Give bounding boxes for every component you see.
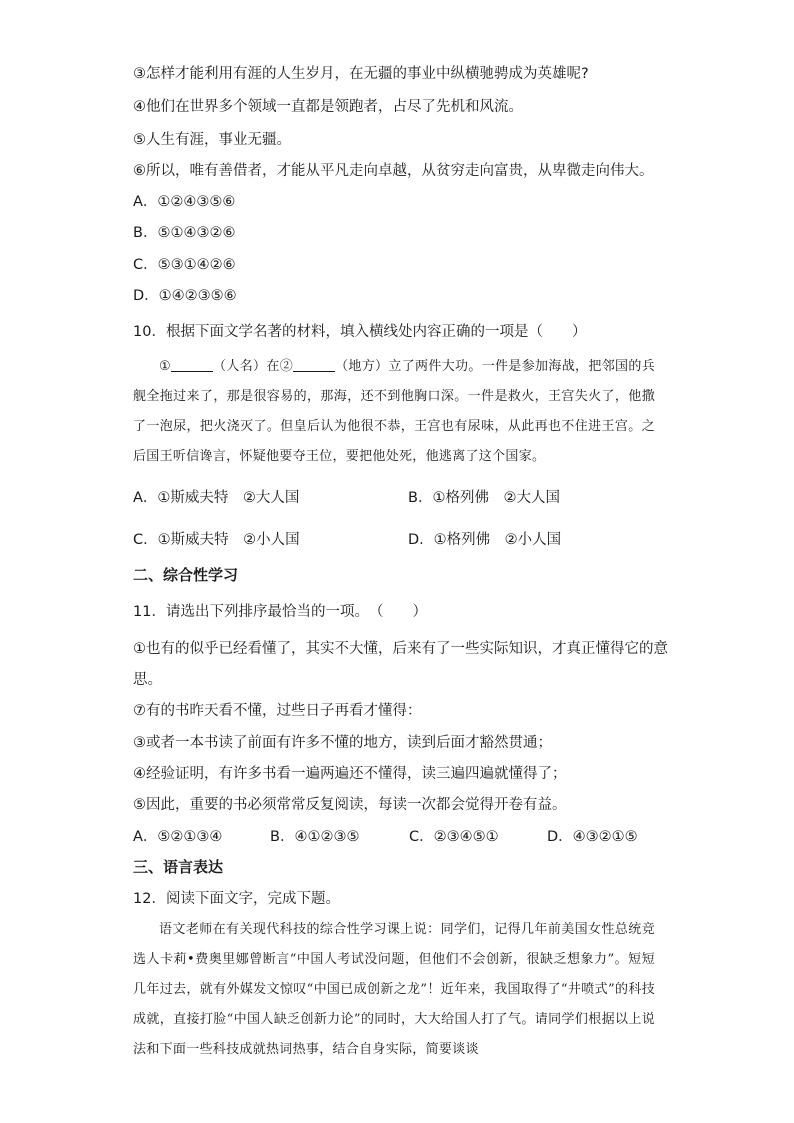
- q9-item-3: ③怎样才能利用有涯的人生岁月，在无疆的事业中纵横驰骋成为英雄呢?: [133, 66, 589, 82]
- q11-item-1: ①也有的似乎已经看懂了，其实不大懂，后来有了一些实际知识，才真正懂得它的意: [133, 641, 668, 657]
- q12-passage-text: 语文老师在有关现代科技的综合性学习课上说：同学们，记得几年前美国女性总统竞选人卡莉•费奥里娜曾断言“中国人考试没问题，但他们不会创新，很缺乏想象力”。短短几年过去，就有外媒发文惊叹“中国已成创新之龙”！近年来，我国取得了“井喷式”的科技成就，直接打脸“中国人缺乏创新力论”的同时，大大给国人打了气。请同学们根据以上说法和下面一些科技成就热词热事，结合自身实际，简要谈谈: [133, 922, 655, 1057]
- q10-option-b[interactable]: B．①格列佛 ②大人国: [408, 490, 560, 506]
- q10-passage-middle: （人名）在②: [213, 359, 294, 374]
- q9-item-5: ⑤人生有涯，事业无疆。: [133, 132, 291, 148]
- q11-item-4: ④经验证明，有许多书看一遍两遍还不懂得，读三遍四遍就懂得了；: [133, 766, 567, 782]
- q11-item-5: ⑤因此，重要的书必须常常反复阅读，每读一次都会觉得开卷有益。: [133, 797, 567, 813]
- q9-option-a[interactable]: A．①②④③⑤⑥: [133, 194, 236, 210]
- answer-blank-2[interactable]: [293, 357, 335, 372]
- answer-blank-1[interactable]: [171, 357, 213, 372]
- q10-stem: 10．根据下面文学名著的材料，填入横线处内容正确的一项是（ ）: [133, 324, 587, 340]
- q10-passage-rest: （地方）立了两件大功。一件是参加海战，把邻国的兵舰全拖过来了，那是很容易的，那海，还不到他胸口深。一件是救火，王宫失火了，他撒了一泡尿，把火浇灭了。但皇后认为他很不恭，王宫也有尿味，从此再也不住进王宫。之后国王听信谗言，怀疑他要夺王位，要把他处死，他逃离了这个国家。: [133, 359, 655, 464]
- q10-passage-start: ①: [159, 359, 171, 374]
- q9-item-6: ⑥所以，唯有善借者，才能从平凡走向卓越，从贫穷走向富贵，从卑微走向伟大。: [133, 163, 654, 179]
- q9-item-4: ④他们在世界多个领域一直都是领跑者，占尽了先机和风流。: [133, 99, 523, 115]
- q10-option-d[interactable]: D．①格列佛 ②小人国: [408, 532, 562, 548]
- q11-stem: 11．请选出下列排序最恰当的一项。 （ ）: [133, 604, 427, 620]
- q11-option-a[interactable]: A．⑤②①③④: [133, 829, 223, 845]
- q10-option-a[interactable]: A．①斯威夫特 ②大人国: [133, 490, 300, 506]
- section-heading-3: 三、语言表达: [133, 858, 224, 876]
- section-heading-2: 二、综合性学习: [133, 566, 239, 584]
- q9-option-b[interactable]: B．⑤①④③②⑥: [133, 225, 236, 241]
- q10-option-c[interactable]: C．①斯威夫特 ②小人国: [133, 532, 300, 548]
- q9-option-d[interactable]: D．①④②③⑤⑥: [133, 288, 237, 304]
- q11-item-3: ③或者一本书读了前面有许多不懂的地方，读到后面才豁然贯通；: [133, 735, 552, 751]
- q11-option-c[interactable]: C．②③④⑤①: [409, 829, 499, 845]
- q11-item-7: ⑦有的书昨天看不懂，过些日子再看才懂得：: [133, 703, 422, 719]
- q11-item-1-cont: 思。: [133, 672, 162, 688]
- q11-option-b[interactable]: B．④①②③⑤: [270, 829, 360, 845]
- q11-option-d[interactable]: D．④③②①⑤: [547, 829, 638, 845]
- q12-passage: [133, 915, 655, 1065]
- q9-option-c[interactable]: C．⑤③①④②⑥: [133, 257, 236, 273]
- q10-passage: [133, 352, 655, 472]
- q12-stem: 12．阅读下面文字，完成下题。: [133, 891, 340, 907]
